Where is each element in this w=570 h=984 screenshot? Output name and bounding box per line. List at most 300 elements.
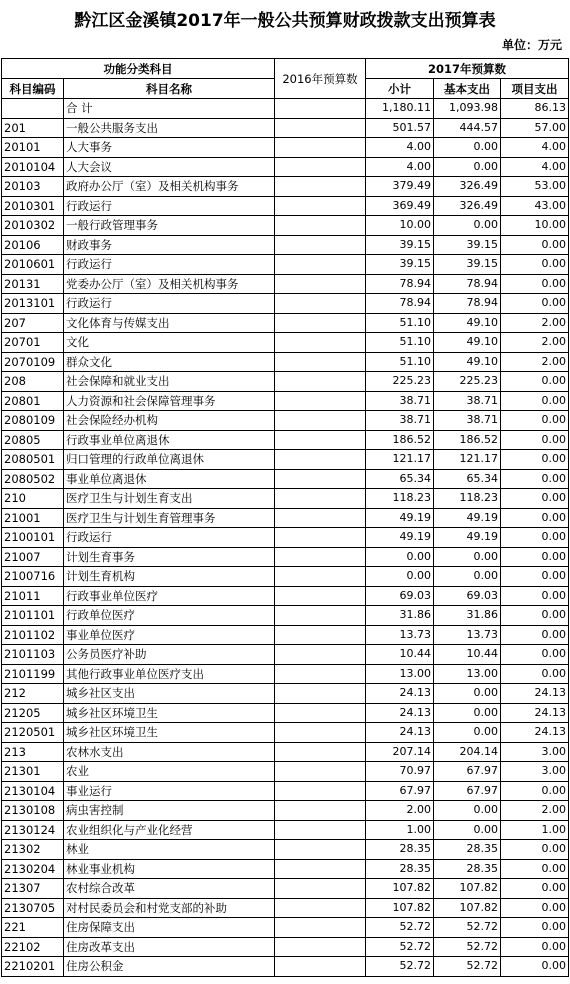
table-row [2,859,569,879]
cell-name: 一般行政管理事务 [64,216,275,236]
cell-basic: 0.00 [434,723,501,743]
cell-name: 林业事业机构 [64,859,275,879]
cell-2016 [275,118,366,138]
cell-project: 0.00 [501,918,569,938]
cell-name: 对村民委员会和村党支部的补助 [64,898,275,918]
cell-subtotal: 28.35 [366,840,434,860]
cell-basic: 52.72 [434,918,501,938]
cell-2016 [275,820,366,840]
cell-subtotal: 501.57 [366,118,434,138]
cell-2016 [275,547,366,567]
cell-basic: 39.15 [434,255,501,275]
table-row [2,723,569,743]
cell-subtotal: 49.19 [366,528,434,548]
cell-subtotal: 24.13 [366,703,434,723]
cell-name: 事业运行 [64,781,275,801]
cell-name: 文化体育与传媒支出 [64,313,275,333]
cell-2016 [275,216,366,236]
cell-2016 [275,372,366,392]
cell-2016 [275,99,366,119]
cell-project: 3.00 [501,742,569,762]
cell-project: 0.00 [501,391,569,411]
cell-basic: 0.00 [434,820,501,840]
cell-2016 [275,489,366,509]
table-row [2,255,569,275]
cell-name: 行政事业单位离退休 [64,430,275,450]
cell-name: 行政运行 [64,196,275,216]
cell-code: 22102 [2,937,64,957]
cell-name: 文化 [64,333,275,353]
cell-name: 城乡社区支出 [64,684,275,704]
cell-subtotal: 51.10 [366,313,434,333]
table-body [2,99,569,977]
table-row [2,294,569,314]
cell-project: 24.13 [501,684,569,704]
cell-basic: 28.35 [434,840,501,860]
cell-basic: 13.00 [434,664,501,684]
cell-subtotal: 121.17 [366,450,434,470]
table-row [2,138,569,158]
cell-code: 207 [2,313,64,333]
cell-basic: 38.71 [434,391,501,411]
cell-2016 [275,840,366,860]
cell-project: 0.00 [501,430,569,450]
table-row [2,606,569,626]
table-row [2,196,569,216]
cell-subtotal: 186.52 [366,430,434,450]
cell-subtotal: 52.72 [366,918,434,938]
cell-code: 213 [2,742,64,762]
table-row [2,469,569,489]
cell-2016 [275,879,366,899]
cell-2016 [275,781,366,801]
cell-2016 [275,333,366,353]
cell-2016 [275,664,366,684]
cell-name: 事业单位医疗 [64,625,275,645]
cell-project: 3.00 [501,762,569,782]
cell-subtotal: 51.10 [366,333,434,353]
cell-name: 人大会议 [64,157,275,177]
cell-subtotal: 4.00 [366,138,434,158]
cell-subtotal: 39.15 [366,255,434,275]
cell-name: 医疗卫生与计划生育管理事务 [64,508,275,528]
cell-name: 公务员医疗补助 [64,645,275,665]
header-2017-budget: 2017年预算数 [366,59,569,79]
cell-name: 社会保险经办机构 [64,411,275,431]
cell-code: 2080501 [2,450,64,470]
table-row [2,274,569,294]
cell-subtotal: 78.94 [366,294,434,314]
cell-name: 合 计 [64,99,275,119]
cell-basic: 107.82 [434,898,501,918]
cell-name: 社会保障和就业支出 [64,372,275,392]
cell-basic: 0.00 [434,801,501,821]
cell-subtotal: 28.35 [366,859,434,879]
cell-name: 农业组织化与产业化经营 [64,820,275,840]
table-row [2,703,569,723]
cell-basic: 204.14 [434,742,501,762]
cell-code: 2100101 [2,528,64,548]
cell-code [2,99,64,119]
cell-code: 2130124 [2,820,64,840]
cell-basic: 10.44 [434,645,501,665]
cell-2016 [275,450,366,470]
cell-subtotal: 49.19 [366,508,434,528]
cell-project: 0.00 [501,567,569,587]
cell-project: 0.00 [501,606,569,626]
table-row [2,840,569,860]
table-row [2,820,569,840]
cell-code: 21007 [2,547,64,567]
table-row [2,411,569,431]
cell-basic: 0.00 [434,567,501,587]
table-row [2,313,569,333]
table-row [2,937,569,957]
table-row [2,898,569,918]
cell-code: 2120501 [2,723,64,743]
cell-project: 0.00 [501,781,569,801]
cell-code: 21205 [2,703,64,723]
cell-name: 城乡社区环境卫生 [64,723,275,743]
table-row [2,177,569,197]
cell-subtotal: 70.97 [366,762,434,782]
table-row [2,450,569,470]
cell-name: 林业 [64,840,275,860]
cell-code: 21001 [2,508,64,528]
cell-name: 计划生育事务 [64,547,275,567]
cell-code: 2101103 [2,645,64,665]
cell-name: 其他行政事业单位医疗支出 [64,664,275,684]
cell-project: 0.00 [501,411,569,431]
page-title: 黔江区金溪镇2017年一般公共预算财政拨款支出预算表 [74,11,496,31]
cell-code: 2130204 [2,859,64,879]
cell-2016 [275,723,366,743]
cell-basic: 31.86 [434,606,501,626]
cell-2016 [275,703,366,723]
cell-basic: 49.10 [434,352,501,372]
table-row [2,684,569,704]
cell-2016 [275,391,366,411]
cell-basic: 52.72 [434,937,501,957]
table-row [2,489,569,509]
header-code: 科目编码 [2,79,64,99]
cell-name: 一般公共服务支出 [64,118,275,138]
cell-code: 20103 [2,177,64,197]
cell-2016 [275,762,366,782]
cell-2016 [275,742,366,762]
cell-code: 2013101 [2,294,64,314]
table-row [2,547,569,567]
cell-name: 医疗卫生与计划生育支出 [64,489,275,509]
cell-name: 行政运行 [64,255,275,275]
cell-2016 [275,411,366,431]
cell-subtotal: 51.10 [366,352,434,372]
budget-table [1,58,569,977]
cell-subtotal: 39.15 [366,235,434,255]
header-name: 科目名称 [64,79,275,99]
cell-basic: 49.10 [434,333,501,353]
cell-project: 0.00 [501,489,569,509]
cell-2016 [275,918,366,938]
cell-project: 0.00 [501,450,569,470]
cell-name: 党委办公厅（室）及相关机构事务 [64,274,275,294]
cell-basic: 326.49 [434,196,501,216]
cell-name: 住房公积金 [64,957,275,977]
cell-code: 21302 [2,840,64,860]
cell-subtotal: 0.00 [366,567,434,587]
cell-name: 计划生育机构 [64,567,275,587]
cell-subtotal: 24.13 [366,723,434,743]
cell-2016 [275,801,366,821]
cell-subtotal: 52.72 [366,937,434,957]
cell-name: 归口管理的行政单位离退休 [64,450,275,470]
cell-basic: 13.73 [434,625,501,645]
table-row [2,508,569,528]
cell-basic: 78.94 [434,294,501,314]
cell-2016 [275,430,366,450]
cell-project: 2.00 [501,313,569,333]
table-row [2,625,569,645]
cell-code: 2010301 [2,196,64,216]
cell-name: 农村综合改革 [64,879,275,899]
cell-subtotal: 67.97 [366,781,434,801]
cell-2016 [275,138,366,158]
cell-name: 人力资源和社会保障管理事务 [64,391,275,411]
cell-subtotal: 65.34 [366,469,434,489]
cell-subtotal: 13.00 [366,664,434,684]
cell-name: 事业单位离退休 [64,469,275,489]
cell-subtotal: 31.86 [366,606,434,626]
header-subtotal: 小计 [366,79,434,99]
header-functional-classification: 功能分类科目 [2,59,275,79]
cell-basic: 0.00 [434,547,501,567]
cell-2016 [275,274,366,294]
cell-subtotal: 78.94 [366,274,434,294]
cell-project: 4.00 [501,157,569,177]
cell-project: 0.00 [501,508,569,528]
cell-basic: 38.71 [434,411,501,431]
cell-project: 0.00 [501,547,569,567]
cell-name: 行政单位医疗 [64,606,275,626]
cell-basic: 65.34 [434,469,501,489]
cell-basic: 107.82 [434,879,501,899]
table-row [2,333,569,353]
cell-name: 政府办公厅（室）及相关机构事务 [64,177,275,197]
cell-code: 2130104 [2,781,64,801]
cell-code: 21011 [2,586,64,606]
cell-project: 0.00 [501,372,569,392]
cell-name: 病虫害控制 [64,801,275,821]
cell-2016 [275,567,366,587]
table-row [2,391,569,411]
cell-name: 人大事务 [64,138,275,158]
cell-subtotal: 38.71 [366,411,434,431]
table-row [2,528,569,548]
cell-project: 0.00 [501,586,569,606]
cell-code: 2070109 [2,352,64,372]
table-row [2,99,569,119]
cell-project: 0.00 [501,645,569,665]
table-row [2,430,569,450]
cell-2016 [275,684,366,704]
cell-code: 2010302 [2,216,64,236]
table-row [2,567,569,587]
cell-project: 4.00 [501,138,569,158]
cell-project: 0.00 [501,469,569,489]
cell-name: 农林水支出 [64,742,275,762]
unit-label: 单位：万元 [501,38,562,52]
table-row [2,742,569,762]
cell-project: 0.00 [501,664,569,684]
cell-project: 2.00 [501,801,569,821]
cell-project: 0.00 [501,255,569,275]
cell-2016 [275,235,366,255]
cell-code: 20101 [2,138,64,158]
table-row [2,372,569,392]
cell-2016 [275,469,366,489]
cell-2016 [275,157,366,177]
cell-2016 [275,508,366,528]
table-row [2,586,569,606]
cell-project: 24.13 [501,703,569,723]
cell-project: 86.13 [501,99,569,119]
cell-name: 住房改革支出 [64,937,275,957]
cell-2016 [275,937,366,957]
cell-code: 20805 [2,430,64,450]
cell-project: 0.00 [501,957,569,977]
cell-project: 57.00 [501,118,569,138]
cell-subtotal: 52.72 [366,957,434,977]
cell-project: 53.00 [501,177,569,197]
cell-subtotal: 2.00 [366,801,434,821]
table-row [2,157,569,177]
cell-2016 [275,177,366,197]
cell-basic: 444.57 [434,118,501,138]
table-row [2,352,569,372]
cell-basic: 326.49 [434,177,501,197]
cell-2016 [275,957,366,977]
table-row [2,781,569,801]
cell-project: 43.00 [501,196,569,216]
table-row [2,762,569,782]
cell-subtotal: 118.23 [366,489,434,509]
cell-basic: 0.00 [434,216,501,236]
cell-code: 20801 [2,391,64,411]
cell-2016 [275,294,366,314]
cell-2016 [275,859,366,879]
cell-project: 0.00 [501,859,569,879]
cell-code: 2130108 [2,801,64,821]
cell-subtotal: 38.71 [366,391,434,411]
cell-basic: 0.00 [434,138,501,158]
cell-basic: 52.72 [434,957,501,977]
cell-subtotal: 107.82 [366,879,434,899]
cell-subtotal: 10.44 [366,645,434,665]
cell-subtotal: 1.00 [366,820,434,840]
cell-code: 2101102 [2,625,64,645]
cell-project: 1.00 [501,820,569,840]
cell-subtotal: 69.03 [366,586,434,606]
cell-code: 21307 [2,879,64,899]
cell-2016 [275,313,366,333]
cell-name: 群众文化 [64,352,275,372]
cell-subtotal: 0.00 [366,547,434,567]
cell-subtotal: 107.82 [366,898,434,918]
cell-name: 行政事业单位医疗 [64,586,275,606]
cell-subtotal: 24.13 [366,684,434,704]
cell-name: 行政运行 [64,528,275,548]
cell-basic: 1,093.98 [434,99,501,119]
cell-code: 2101199 [2,664,64,684]
cell-2016 [275,255,366,275]
cell-code: 221 [2,918,64,938]
header-2016-budget: 2016年预算数 [275,59,366,99]
table-row [2,879,569,899]
cell-code: 212 [2,684,64,704]
cell-code: 2130705 [2,898,64,918]
cell-subtotal: 10.00 [366,216,434,236]
cell-project: 0.00 [501,528,569,548]
cell-subtotal: 4.00 [366,157,434,177]
cell-project: 2.00 [501,333,569,353]
table-row [2,216,569,236]
cell-2016 [275,898,366,918]
cell-project: 0.00 [501,898,569,918]
cell-basic: 49.19 [434,508,501,528]
cell-code: 2010601 [2,255,64,275]
cell-basic: 67.97 [434,762,501,782]
cell-name: 财政事务 [64,235,275,255]
cell-basic: 186.52 [434,430,501,450]
cell-code: 2080109 [2,411,64,431]
cell-basic: 0.00 [434,703,501,723]
cell-code: 21301 [2,762,64,782]
cell-project: 2.00 [501,352,569,372]
cell-2016 [275,352,366,372]
cell-name: 农业 [64,762,275,782]
cell-code: 2010104 [2,157,64,177]
cell-basic: 39.15 [434,235,501,255]
cell-name: 行政运行 [64,294,275,314]
cell-basic: 28.35 [434,859,501,879]
cell-code: 201 [2,118,64,138]
cell-subtotal: 379.49 [366,177,434,197]
cell-basic: 49.19 [434,528,501,548]
cell-basic: 0.00 [434,684,501,704]
table-row [2,918,569,938]
cell-subtotal: 13.73 [366,625,434,645]
cell-project: 0.00 [501,937,569,957]
cell-project: 0.00 [501,840,569,860]
table-row [2,645,569,665]
cell-code: 2080502 [2,469,64,489]
cell-project: 0.00 [501,879,569,899]
cell-project: 0.00 [501,294,569,314]
cell-project: 0.00 [501,625,569,645]
cell-project: 24.13 [501,723,569,743]
header-basic: 基本支出 [434,79,501,99]
cell-code: 20106 [2,235,64,255]
table-row [2,235,569,255]
cell-2016 [275,528,366,548]
cell-subtotal: 207.14 [366,742,434,762]
cell-name: 城乡社区环境卫生 [64,703,275,723]
cell-code: 20131 [2,274,64,294]
cell-code: 2101101 [2,606,64,626]
cell-code: 20701 [2,333,64,353]
table-row [2,664,569,684]
table-row [2,801,569,821]
